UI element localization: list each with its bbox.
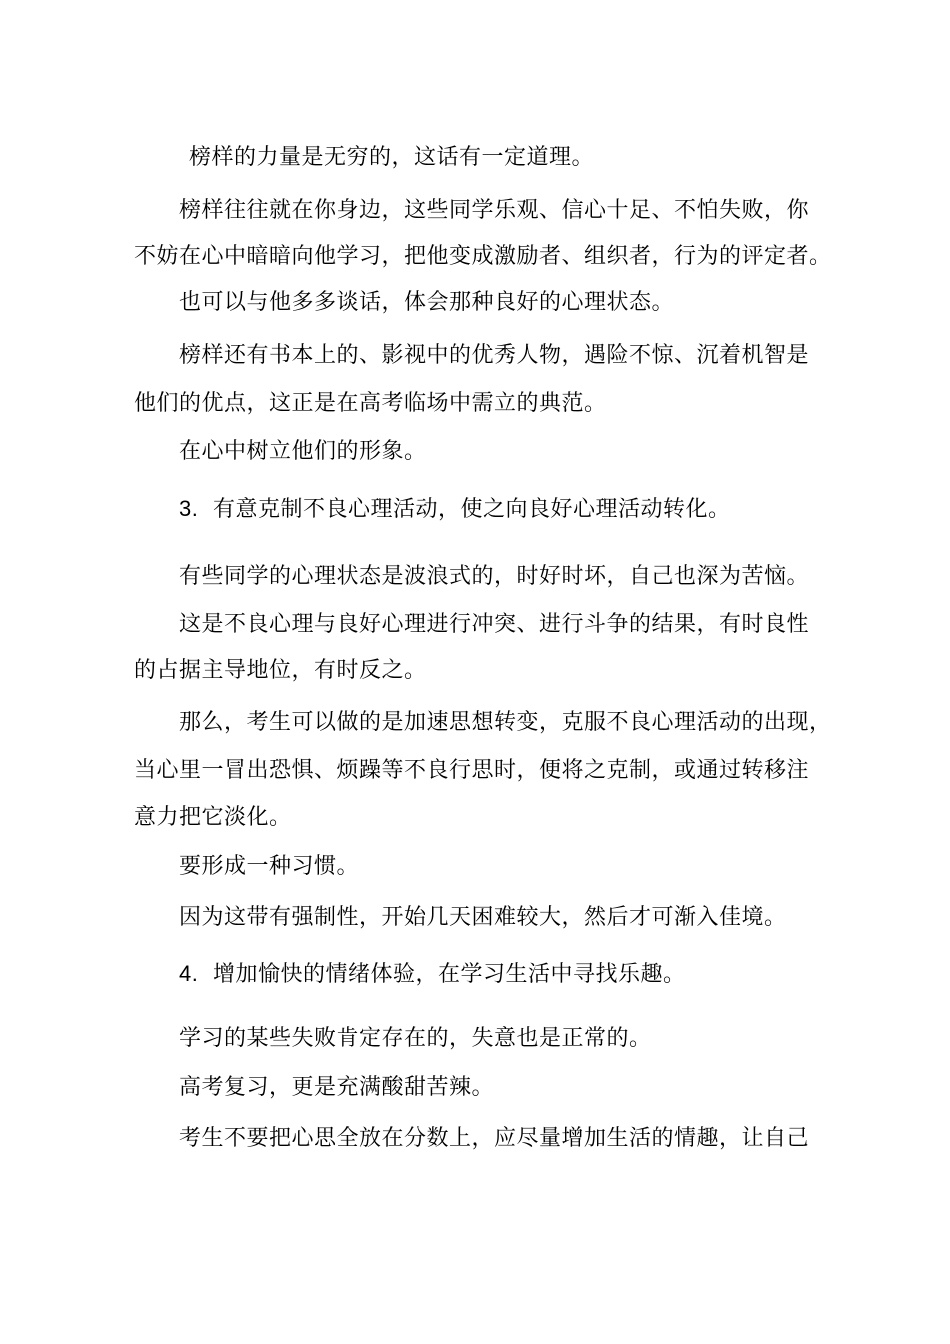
list-item-3	[179, 494, 731, 525]
paragraph-line: 那么，考生可以做的是加速思想转变，克服不良心理活动的出现，	[179, 710, 832, 735]
paragraph-line: 因为这带有强制性，开始几天困难较大，然后才可渐入佳境。	[179, 905, 787, 930]
paragraph-line: 这是不良心理与良好心理进行冲突、进行斗争的结果，有时良性	[179, 612, 810, 637]
list-number: 4.	[179, 961, 199, 986]
paragraph-line: 榜样的力量是无穷的，这话有一定道理。	[189, 145, 595, 170]
paragraph-line: 学习的某些失败肯定存在的，失意也是正常的。	[179, 1026, 652, 1051]
paragraph-line: 当心里一冒出恐惧、烦躁等不良行思时，便将之克制，或通过转移注	[134, 758, 810, 783]
paragraph-line: 考生不要把心思全放在分数上，应尽量增加生活的情趣，让自己	[179, 1126, 810, 1151]
paragraph-line: 要形成一种习惯。	[179, 854, 360, 879]
paragraph-line: 也可以与他多多谈话，体会那种良好的心理状态。	[179, 290, 675, 315]
paragraph-line: 的占据主导地位，有时反之。	[134, 658, 427, 683]
paragraph-line: 他们的优点，这正是在高考临场中需立的典范。	[134, 391, 607, 416]
list-number: 3.	[179, 496, 199, 521]
paragraph-line: 意力把它淡化。	[134, 805, 292, 830]
paragraph-line: 榜样还有书本上的、影视中的优秀人物，遇险不惊、沉着机智是	[179, 343, 810, 368]
list-item-4	[179, 959, 686, 990]
paragraph-line: 榜样往往就在你身边，这些同学乐观、信心十足、不怕失败，你	[179, 198, 810, 223]
paragraph-line: 不妨在心中暗暗向他学习，把他变成激励者、组织者，行为的评定者。	[134, 244, 832, 269]
list-item-text: 增加愉快的情绪体验，在学习生活中寻找乐趣。	[213, 962, 686, 987]
paragraph-line: 高考复习，更是充满酸甜苦辣。	[179, 1075, 495, 1100]
paragraph-line: 有些同学的心理状态是波浪式的，时好时坏，自己也深为苦恼。	[179, 564, 810, 589]
paragraph-line: 在心中树立他们的形象。	[179, 439, 427, 464]
list-item-text: 有意克制不良心理活动，使之向良好心理活动转化。	[213, 497, 731, 522]
